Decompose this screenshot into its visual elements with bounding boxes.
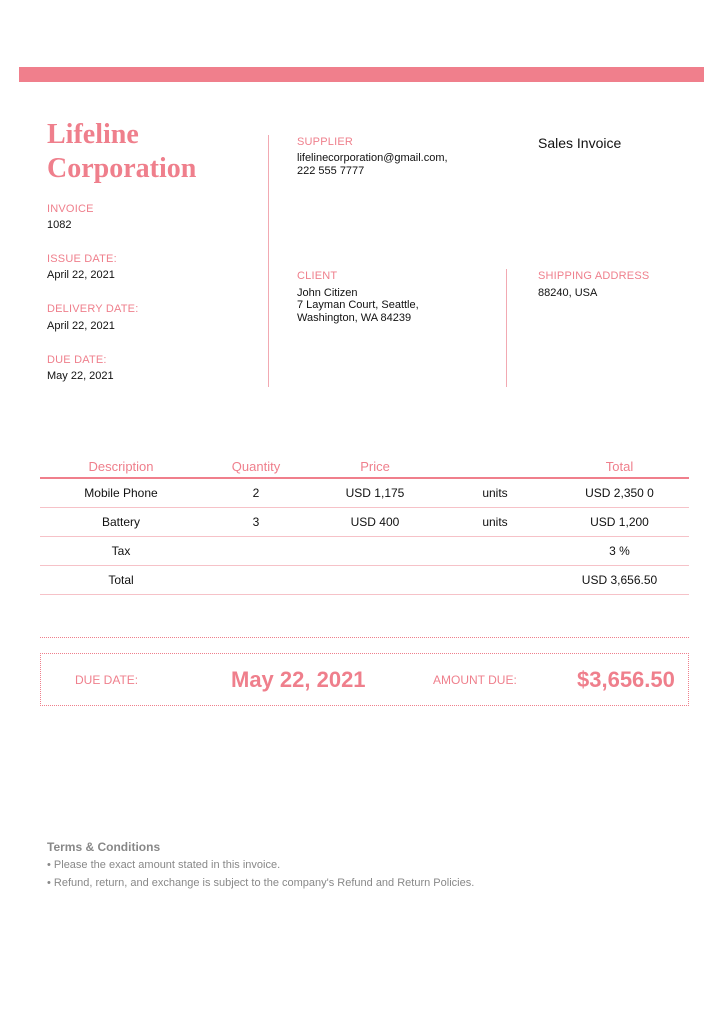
table-row <box>40 478 689 508</box>
cell-total: USD 1,200 <box>550 508 689 537</box>
shipping-address-value: 88240, USA <box>538 287 598 299</box>
company-name-line2: Corporation <box>47 153 197 184</box>
terms-item: • Please the exact amount stated in this invoice. <box>47 859 281 871</box>
payment-summary-box <box>40 653 689 706</box>
header-description: Description <box>40 455 202 478</box>
summary-amount-due-value: $3,656.50 <box>577 667 675 692</box>
cell-price <box>310 537 440 566</box>
client-address-line1: 7 Layman Court, Seattle, <box>297 299 419 311</box>
cell-price: USD 1,175 <box>310 478 440 508</box>
delivery-date-value: April 22, 2021 <box>47 320 115 332</box>
table-row <box>40 537 689 566</box>
header-quantity: Quantity <box>202 455 310 478</box>
header-unit <box>440 455 550 478</box>
cell-quantity: 2 <box>202 478 310 508</box>
summary-amount-due-label: AMOUNT DUE: <box>433 673 517 687</box>
invoice-label: INVOICE <box>47 203 94 215</box>
table-row <box>40 566 689 595</box>
header-price: Price <box>310 455 440 478</box>
supplier-label: SUPPLIER <box>297 136 354 148</box>
cell-quantity <box>202 566 310 595</box>
section-divider <box>40 637 689 638</box>
header-total: Total <box>550 455 689 478</box>
cell-unit: units <box>440 508 550 537</box>
cell-price <box>310 566 440 595</box>
cell-quantity <box>202 537 310 566</box>
invoice-number: 1082 <box>47 219 72 231</box>
header-accent-bar <box>19 67 704 82</box>
issue-date-value: April 22, 2021 <box>47 269 115 281</box>
delivery-date-label: DELIVERY DATE: <box>47 303 139 315</box>
column-divider-left <box>268 135 269 387</box>
cell-total: 3 % <box>550 537 689 566</box>
column-divider-right <box>506 269 507 387</box>
cell-price: USD 400 <box>310 508 440 537</box>
client-label: CLIENT <box>297 270 338 282</box>
cell-total: USD 2,350 0 <box>550 478 689 508</box>
supplier-email: lifelinecorporation@gmail.com, <box>297 152 448 164</box>
shipping-address-label: SHIPPING ADDRESS <box>538 270 650 282</box>
line-items-table <box>40 455 689 595</box>
company-name <box>47 118 247 186</box>
summary-due-date-value: May 22, 2021 <box>231 667 366 692</box>
supplier-phone: 222 555 7777 <box>297 165 365 177</box>
due-date-label: DUE DATE: <box>47 354 107 366</box>
company-name-line1: Lifeline <box>47 119 139 150</box>
table-row <box>40 508 689 537</box>
cell-description: Total <box>40 566 202 595</box>
cell-unit <box>440 537 550 566</box>
cell-description: Battery <box>40 508 202 537</box>
due-date-value: May 22, 2021 <box>47 370 114 382</box>
client-address-line2: Washington, WA 84239 <box>297 312 412 324</box>
cell-quantity: 3 <box>202 508 310 537</box>
terms-item: • Refund, return, and exchange is subject to the company's Refund and Return Policies. <box>47 877 475 889</box>
client-name: John Citizen <box>297 287 358 299</box>
summary-due-date-label: DUE DATE: <box>75 673 139 687</box>
cell-unit <box>440 566 550 595</box>
issue-date-label: ISSUE DATE: <box>47 253 117 265</box>
document-type: Sales Invoice <box>538 135 622 151</box>
cell-unit: units <box>440 478 550 508</box>
cell-description: Tax <box>40 537 202 566</box>
cell-total: USD 3,656.50 <box>550 566 689 595</box>
cell-description: Mobile Phone <box>40 478 202 508</box>
terms-title: Terms & Conditions <box>47 840 161 854</box>
table-header-row <box>40 455 689 478</box>
